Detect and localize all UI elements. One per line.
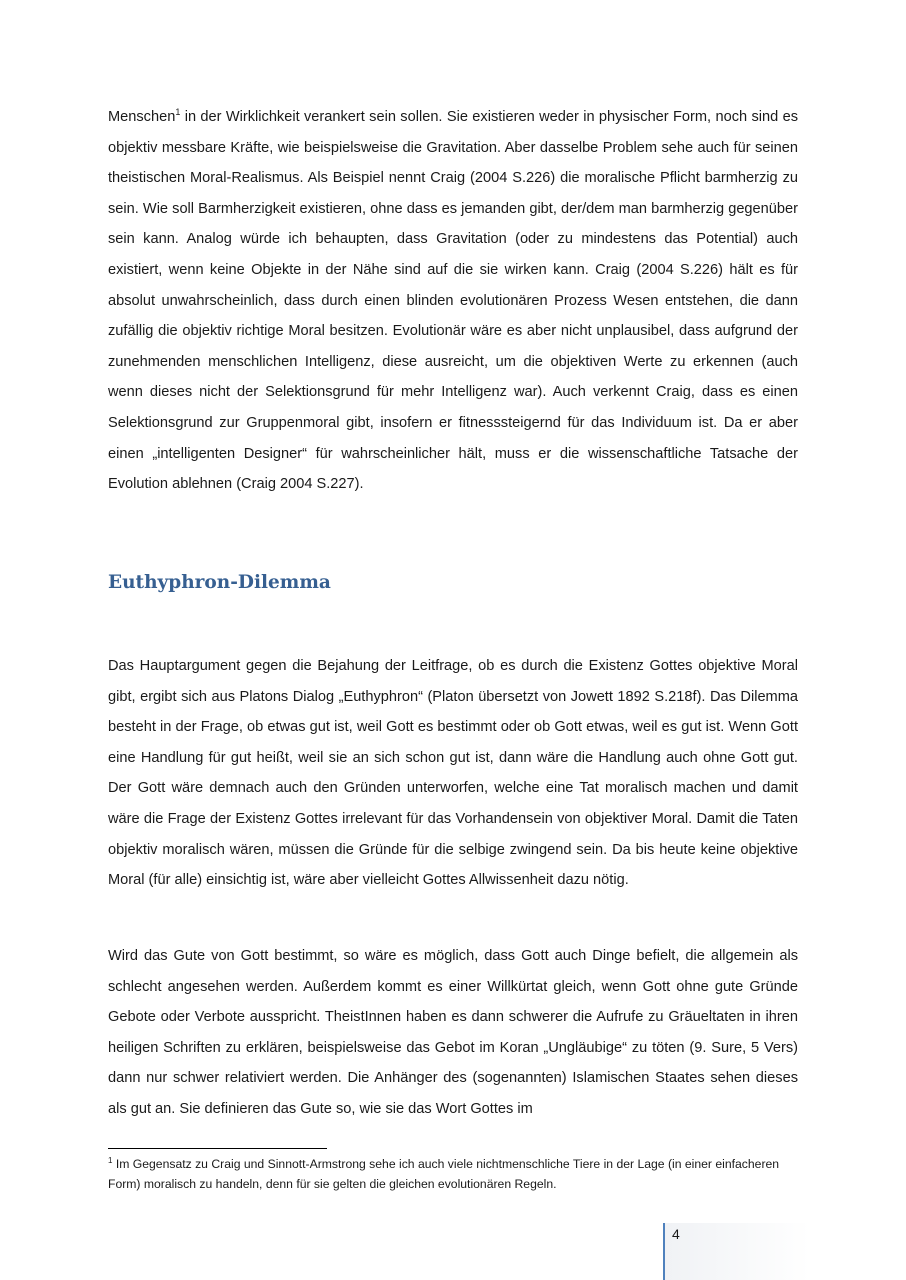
page-number-rule	[663, 1223, 665, 1280]
page-number-background	[665, 1223, 906, 1280]
footnote-text: Im Gegensatz zu Craig und Sinnott-Armstrong sehe ich auch viele nichtmenschliche Tiere in der Lage (in einer einfacheren Form) moralisch zu handeln, denn für sie gelten die gleichen evolutionären Regeln.	[108, 1157, 780, 1191]
paragraph-1-lead: Menschen	[108, 109, 176, 125]
body-paragraph-2: Das Hauptargument gegen die Bejahung der Leitfrage, ob es durch die Existenz Gottes objektive Moral gibt, ergibt sich aus Platons Dialog „Euthyphron“ (Platon übersetzt von Jowett 1892 S.218f). Das Dilemma besteht in der Frage, ob etwas gut ist, weil Gott es bestimmt oder ob Gott etwas, weil es gut ist. Wenn Gott eine Handlung für gut heißt, weil sie an sich schon gut ist, dann wäre die Handlung auch ohne Gott gut. Der Gott wäre demnach auch den Gründen unterworfen, welche eine Tat moralisch machen und damit wäre die Frage der Existenz Gottes irrelevant für das Vorhandensein von objektiver Moral. Damit die Taten objektiv moralisch wären, müssen die Gründe für die selbige zwingend sein. Da bis heute keine objektive Moral (für alle) einsichtig ist, wäre aber vielleicht Gottes Allwissenheit dazu nötig.	[108, 658, 798, 889]
section-heading: Euthyphron-Dilemma	[108, 572, 331, 593]
footnote-separator	[108, 1148, 327, 1149]
footnote-reference[interactable]: 1	[175, 107, 181, 118]
footnote-marker: 1	[108, 1155, 113, 1165]
body-paragraph-1	[108, 102, 798, 500]
page-number: 4	[672, 1226, 680, 1242]
paragraph-1-text: in der Wirklichkeit verankert sein sollen. Sie existieren weder in physischer Form, noch sind es objektiv messbare Kräfte, wie beispielsweise die Gravitation. Aber dasselbe Problem sehe auch für seinen theistischen Moral-Realismus. Als Beispiel nennt Craig (2004 S.226) die moralische Pflicht barmherzig zu sein. Wie soll Barmherzigkeit existieren, ohne dass es jemanden gibt, der/dem man barmherzig gegenüber sein kann. Analog würde ich behaupten, dass Gravitation (oder zu mindestens das Potential) auch existiert, wenn keine Objekte in der Nähe sind auf die sie wirken kann. Craig (2004 S.226) hält es für absolut unwahrscheinlich, dass durch einen blinden evolutionären Prozess Wesen entstehen, die dann zufällig die objektiv richtige Moral besitzen. Evolutionär wäre es aber nicht unplausibel, dass aufgrund der zunehmenden menschlichen Intelligenz, diese ausreicht, um die objektiven Werte zu erkennen (auch wenn dieses nicht der Selektionsgrund für mehr Intelligenz war). Auch verkennt Craig, dass es einen Selektionsgrund zur Gruppenmoral gibt, insofern er fitnesssteigernd für das Individuum ist. Da er aber einen „intelligenten Designer“ für wahrscheinlicher hält, muss er die wissenschaftliche Tatsache der Evolution ablehnen (Craig 2004 S.227).	[108, 109, 798, 493]
body-paragraph-3: Wird das Gute von Gott bestimmt, so wäre es möglich, dass Gott auch Dinge befielt, die allgemein als schlecht angesehen werden. Außerdem kommt es einer Willkürtat gleich, wenn Gott ohne gute Gründe Gebote oder Verbote ausspricht. TheistInnen haben es dann schwerer die Aufrufe zu Gräueltaten in ihren heiligen Schriften zu erklären, beispielsweise das Gebot im Koran „Ungläubige“ zu töten (9. Sure, 5 Vers) dann nur schwer relativiert werden. Die Anhänger des (sogenannten) Islamischen Staates sehen dieses als gut an. Sie definieren das Gute so, wie sie das Wort Gottes im	[108, 948, 798, 1117]
footnote	[108, 1155, 798, 1194]
